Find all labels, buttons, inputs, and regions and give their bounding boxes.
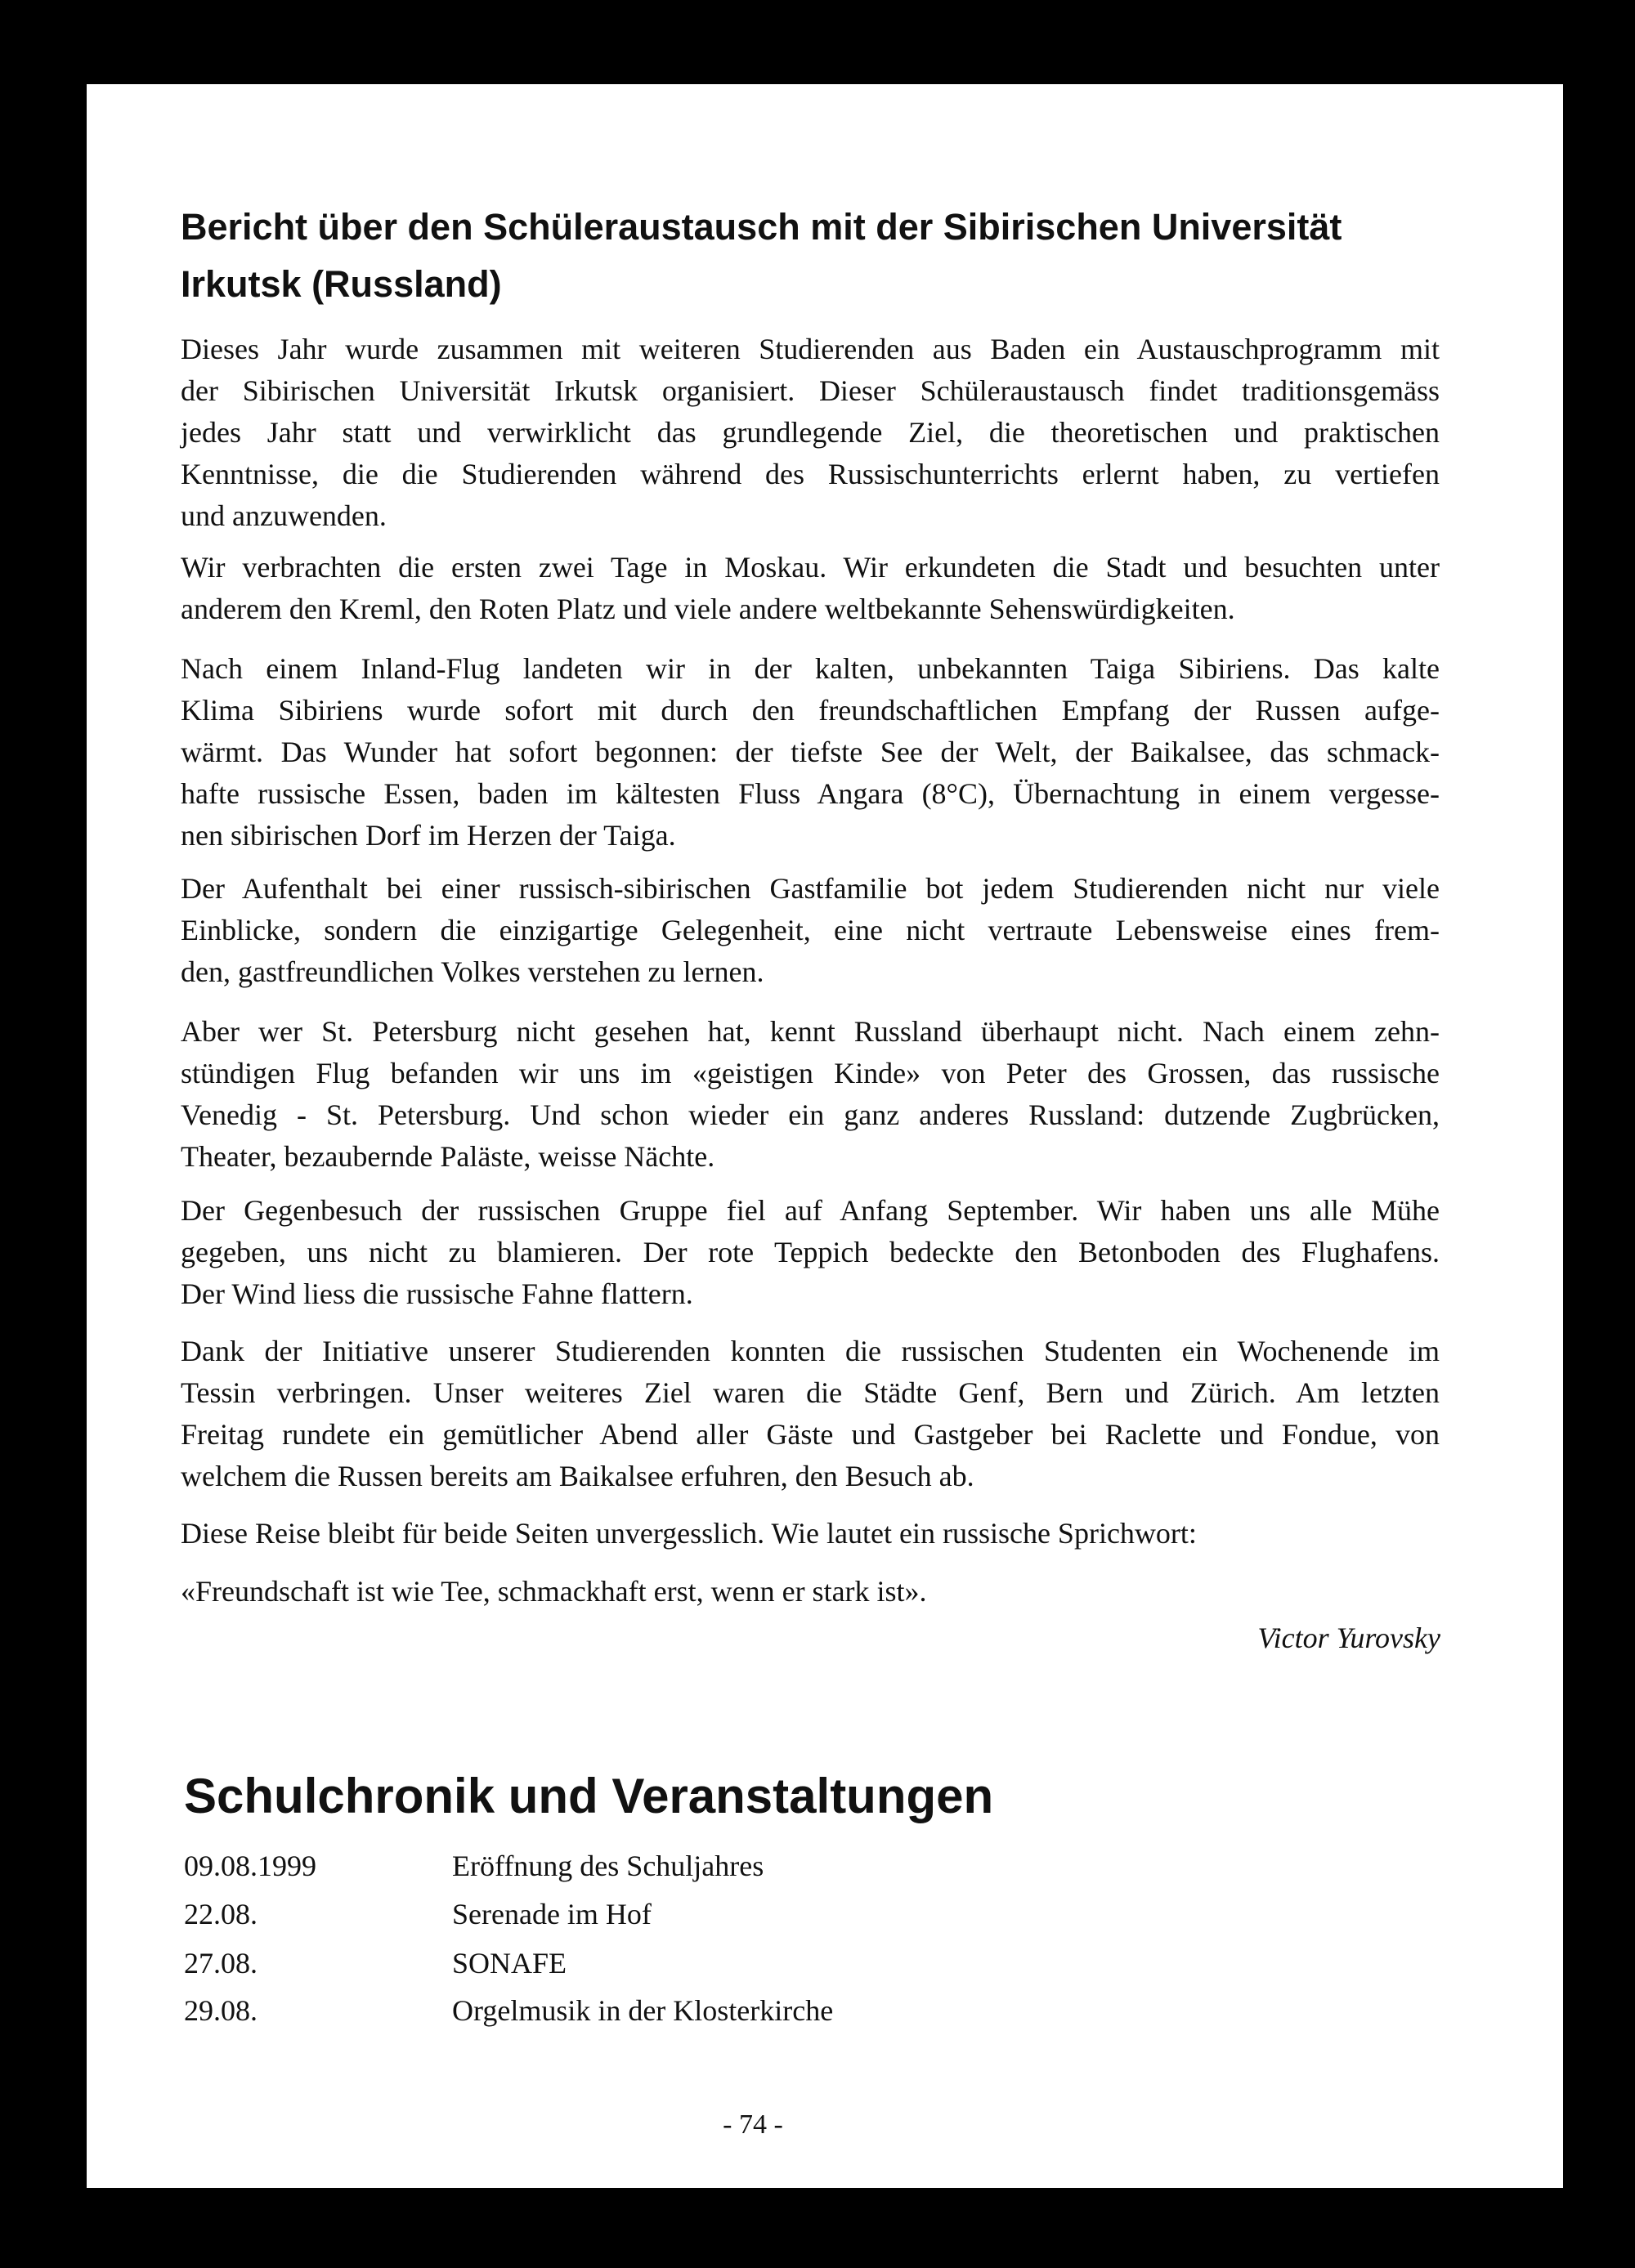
paragraph-line: anderem den Kreml, den Roten Platz und viele andere weltbekannte Sehenswürdigkeiten. [181, 593, 1235, 625]
chronicle-row [184, 1942, 1165, 1984]
paragraph-line: hafte russische Essen, baden im kältesten Fluss Angara (8°C), Übernachtung in einem vergesse- [181, 777, 1440, 810]
paragraph-line: Einblicke, sondern die einzigartige Gelegenheit, eine nicht vertraute Lebensweise eines frem- [181, 914, 1440, 946]
paragraph-line: Nach einem Inland-Flug landeten wir in der kalten, unbekannten Taiga Sibiriens. Das kalte [181, 652, 1440, 685]
paragraph-line: den, gastfreundlichen Volkes verstehen zu lernen. [181, 955, 764, 988]
event-date: 22.08. [184, 1898, 258, 1930]
paragraph-line: gegeben, uns nicht zu blamieren. Der rote Teppich bedeckte den Betonboden des Flughafens. [181, 1236, 1440, 1268]
article-paragraph [181, 868, 1440, 993]
document-page [87, 84, 1563, 2188]
article-paragraph [181, 1011, 1440, 1178]
paragraph-line: Freitag rundete ein gemütlicher Abend aller Gäste und Gastgeber bei Raclette und Fondue, von [181, 1418, 1440, 1451]
article-paragraph [181, 329, 1440, 537]
title-line: Bericht über den Schüleraustausch mit der Sibirischen Universität [181, 206, 1342, 248]
event-date: 27.08. [184, 1947, 258, 1979]
paragraph-line: Aber wer St. Petersburg nicht gesehen hat, kennt Russland überhaupt nicht. Nach einem zehn- [181, 1015, 1440, 1048]
event-date: 09.08.1999 [184, 1850, 316, 1882]
article-paragraph [181, 1571, 1440, 1613]
paragraph-line: Venedig - St. Petersburg. Und schon wieder ein ganz anderes Russland: dutzende Zugbrücken, [181, 1098, 1440, 1131]
paragraph-line: Der Wind liess die russische Fahne flattern. [181, 1277, 693, 1310]
article-paragraph [181, 648, 1440, 857]
event-name: SONAFE [452, 1947, 567, 1979]
event-name: Orgelmusik in der Klosterkirche [452, 1994, 834, 2027]
paragraph-line: der Sibirischen Universität Irkutsk organisiert. Dieser Schüleraustausch findet traditionsgemäss [181, 374, 1440, 407]
paragraph-line: jedes Jahr statt und verwirklicht das grundlegende Ziel, die theoretischen und praktischen [181, 416, 1440, 449]
paragraph-line: Dieses Jahr wurde zusammen mit weiteren Studierenden aus Baden ein Austauschprogramm mit [181, 333, 1440, 365]
article-paragraph [181, 1513, 1440, 1554]
paragraph-line: Dank der Initiative unserer Studierenden konnten die russischen Studenten ein Wochenende im [181, 1335, 1440, 1367]
chronicle-row [184, 1989, 1165, 2032]
article-paragraph [181, 547, 1440, 630]
paragraph-line: welchem die Russen bereits am Baikalsee erfuhren, den Besuch ab. [181, 1460, 974, 1492]
title-line: Irkutsk (Russland) [181, 263, 502, 305]
paragraph-line: nen sibirischen Dorf im Herzen der Taiga. [181, 819, 676, 852]
author-signature: Victor Yurovsky [1257, 1622, 1440, 1654]
page-number: - 74 - [723, 2109, 783, 2140]
paragraph-line: Klima Sibiriens wurde sofort mit durch den freundschaftlichen Empfang der Russen aufge- [181, 694, 1440, 727]
paragraph-line: Diese Reise bleibt für beide Seiten unvergesslich. Wie lautet ein russische Sprichwort: [181, 1517, 1197, 1550]
paragraph-line: «Freundschaft ist wie Tee, schmackhaft erst, wenn er stark ist». [181, 1575, 927, 1608]
paragraph-line: Theater, bezaubernde Paläste, weisse Nächte. [181, 1140, 715, 1173]
article-title [181, 199, 1456, 313]
chronicle-row [184, 1893, 1165, 1935]
event-name: Serenade im Hof [452, 1898, 652, 1930]
paragraph-line: Der Aufenthalt bei einer russisch-sibirischen Gastfamilie bot jedem Studierenden nicht nur viele [181, 872, 1440, 905]
paragraph-line: und anzuwenden. [181, 499, 387, 532]
chronicle-row [184, 1845, 1165, 1887]
event-date: 29.08. [184, 1994, 258, 2027]
paragraph-line: wärmt. Das Wunder hat sofort begonnen: der tiefste See der Welt, der Baikalsee, das schmack- [181, 736, 1440, 768]
paragraph-line: stündigen Flug befanden wir uns im «geistigen Kinde» von Peter des Grossen, das russische [181, 1057, 1440, 1089]
paragraph-line: Der Gegenbesuch der russischen Gruppe fiel auf Anfang September. Wir haben uns alle Mühe [181, 1194, 1440, 1227]
paragraph-line: Wir verbrachten die ersten zwei Tage in Moskau. Wir erkundeten die Stadt und besuchten unter [181, 551, 1440, 584]
article-paragraph [181, 1331, 1440, 1497]
event-name: Eröffnung des Schuljahres [452, 1850, 764, 1882]
section-heading: Schulchronik und Veranstaltungen [184, 1769, 994, 1823]
paragraph-line: Kenntnisse, die die Studierenden während des Russischunterrichts erlernt haben, zu vertiefen [181, 458, 1440, 490]
paragraph-line: Tessin verbringen. Unser weiteres Ziel waren die Städte Genf, Bern und Zürich. Am letzten [181, 1376, 1440, 1409]
article-paragraph [181, 1190, 1440, 1315]
